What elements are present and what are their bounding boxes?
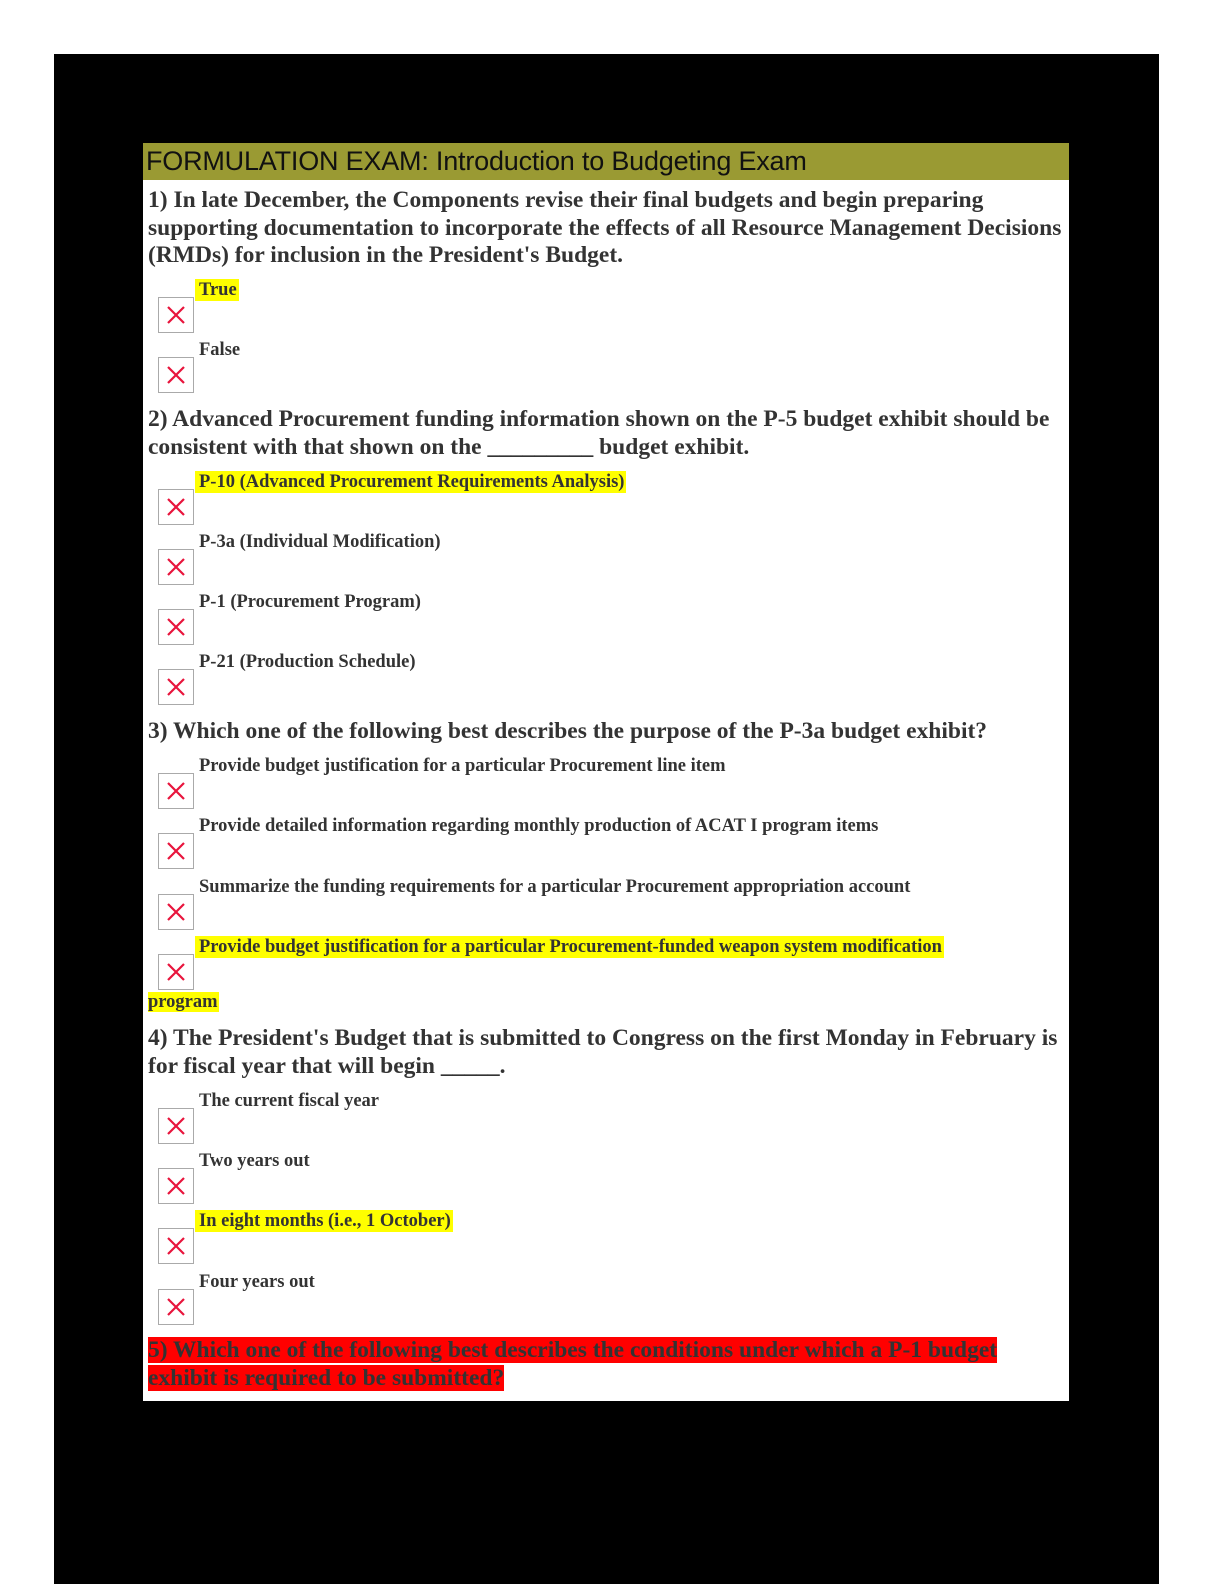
option-label: P-1 (Procurement Program) [199, 592, 421, 612]
answer-checkbox[interactable] [158, 833, 194, 869]
option-label: True [195, 279, 239, 301]
answer-checkbox[interactable] [158, 1168, 194, 1204]
question-2-option-3[interactable] [158, 591, 1058, 651]
question-2-option-1[interactable] [158, 471, 1058, 531]
answer-checkbox[interactable] [158, 1289, 194, 1325]
answer-checkbox[interactable] [158, 549, 194, 585]
x-mark-icon [166, 962, 186, 982]
x-mark-icon [166, 841, 186, 861]
question-5-line-2: exhibit is required to be submitted? [148, 1364, 505, 1391]
option-label: P-3a (Individual Modification) [199, 532, 441, 552]
question-3-option-2[interactable] [158, 815, 1058, 875]
option-label: In eight months (i.e., 1 October) [195, 1210, 453, 1232]
option-label: Provide detailed information regarding monthly production of ACAT I program items [199, 816, 879, 836]
answer-checkbox[interactable] [158, 954, 194, 990]
question-4-option-1[interactable] [158, 1090, 1058, 1150]
question-3-text: 3) Which one of the following best describes the purpose of the P-3a budget exhibit? [148, 718, 988, 744]
question-1-option-1[interactable] [158, 279, 1058, 339]
x-mark-icon [166, 617, 186, 637]
question-5-text [148, 1337, 1068, 1392]
answer-checkbox[interactable] [158, 357, 194, 393]
x-mark-icon [166, 497, 186, 517]
option-label: Provide budget justification for a particular Procurement line item [199, 756, 726, 776]
question-1-option-2[interactable] [158, 339, 1058, 399]
x-mark-icon [166, 1236, 186, 1256]
x-mark-icon [166, 781, 186, 801]
answer-checkbox[interactable] [158, 609, 194, 645]
x-mark-icon [166, 365, 186, 385]
option-label: False [199, 340, 241, 360]
x-mark-icon [166, 1297, 186, 1317]
option-label: Two years out [199, 1151, 310, 1171]
exam-panel [143, 143, 1069, 1401]
option-label: Summarize the funding requirements for a particular Procurement appropriation account [199, 877, 911, 897]
answer-checkbox[interactable] [158, 773, 194, 809]
x-mark-icon [166, 1176, 186, 1196]
x-mark-icon [166, 1116, 186, 1136]
answer-checkbox[interactable] [158, 489, 194, 525]
answer-checkbox[interactable] [158, 1228, 194, 1264]
question-2-text: 2) Advanced Procurement funding information shown on the P-5 budget exhibit should be consistent with that shown on the _________ budget exhibit. [148, 406, 1050, 460]
option-label-wrap [148, 991, 219, 1013]
question-3-option-4[interactable] [158, 936, 1058, 996]
question-4-text: 4) The President's Budget that is submitted to Congress on the first Monday in February is for fiscal year that will begin _____. [148, 1025, 1058, 1079]
exam-title: FORMULATION EXAM: Introduction to Budgeting Exam [146, 146, 807, 176]
question-3-option-3[interactable] [158, 876, 1058, 936]
question-4-option-3[interactable] [158, 1210, 1058, 1270]
x-mark-icon [166, 557, 186, 577]
title-bar [143, 143, 1069, 180]
question-5-line-1: 5) Which one of the following best describes the conditions under which a P-1 budget [148, 1337, 998, 1363]
question-1-text: 1) In late December, the Components revise their final budgets and begin preparing supporting documentation to incorporate the effects of all Resource Management Decisions (RMDs) for inclusion in the President's Budget. [148, 187, 1062, 268]
option-label: The current fiscal year [199, 1091, 379, 1111]
x-mark-icon [166, 305, 186, 325]
option-label-continuation: program [148, 992, 218, 1012]
question-3-option-1[interactable] [158, 755, 1058, 815]
x-mark-icon [166, 677, 186, 697]
answer-checkbox[interactable] [158, 297, 194, 333]
answer-checkbox[interactable] [158, 894, 194, 930]
question-4-option-4[interactable] [158, 1271, 1058, 1331]
answer-checkbox[interactable] [158, 669, 194, 705]
option-label: Four years out [199, 1272, 315, 1292]
question-2-option-2[interactable] [158, 531, 1058, 591]
option-label: P-10 (Advanced Procurement Requirements Analysis) [195, 471, 626, 493]
answer-checkbox[interactable] [158, 1108, 194, 1144]
option-label: Provide budget justification for a particular Procurement-funded weapon system modification [195, 936, 944, 958]
x-mark-icon [166, 902, 186, 922]
question-4-option-2[interactable] [158, 1150, 1058, 1210]
option-label: P-21 (Production Schedule) [199, 652, 416, 672]
question-2-option-4[interactable] [158, 651, 1058, 711]
